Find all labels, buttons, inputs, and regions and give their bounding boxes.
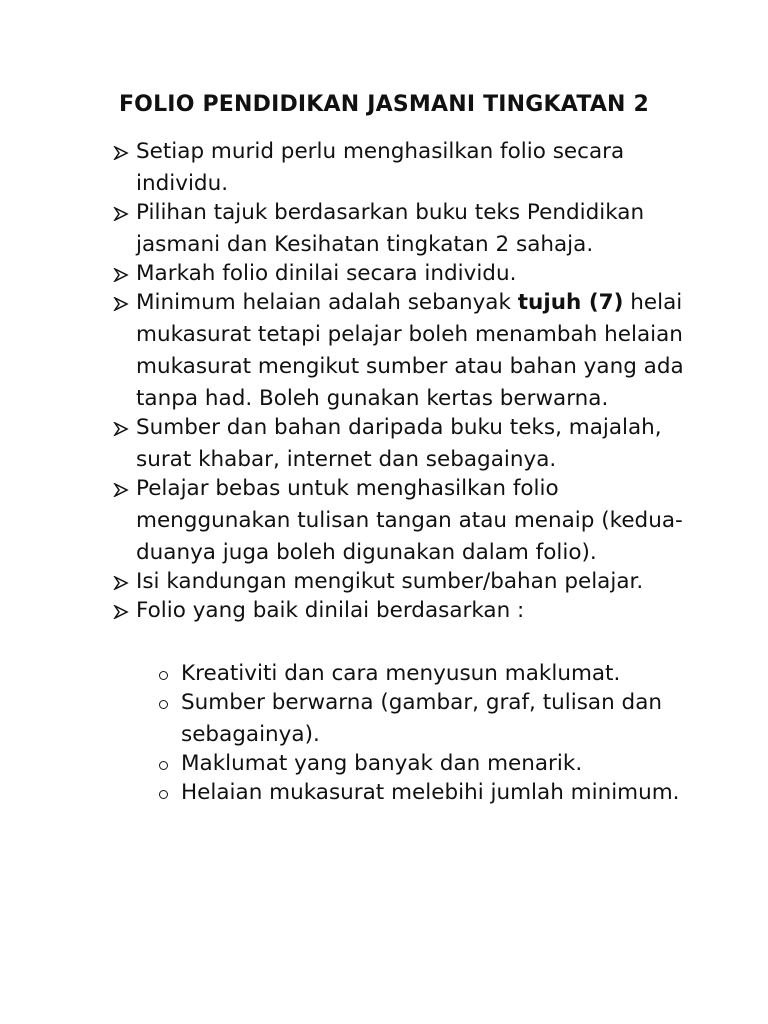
- circle-bullet-icon: [159, 700, 168, 709]
- bullet-text: [136, 290, 684, 411]
- sub-bullet-text: Maklumat yang banyak dan menarik.: [181, 751, 583, 776]
- arrow-bullet-icon: [113, 146, 129, 160]
- bullet-text: Isi kandungan mengikut sumber/bahan pelajar.: [136, 569, 644, 594]
- sub-bullet-text: Sumber berwarna (gambar, graf, tulisan dan sebagainya).: [181, 690, 663, 747]
- sub-bullet-item: [113, 748, 693, 780]
- arrow-bullet-icon: [113, 207, 129, 221]
- bullet-item: [113, 258, 693, 290]
- sub-bullet-item: [113, 687, 693, 751]
- bullet-text-bold: tujuh (7): [517, 290, 624, 315]
- bullet-item: [113, 566, 693, 598]
- bullet-item: [113, 473, 693, 569]
- bullet-item: [113, 595, 693, 627]
- circle-bullet-icon: [159, 790, 168, 799]
- bullet-text: Setiap murid perlu menghasilkan folio secara individu.: [136, 139, 625, 196]
- bullet-text: Pelajar bebas untuk menghasilkan folio menggunakan tulisan tangan atau menaip (kedua-duanya juga boleh digunakan dalam folio).: [136, 476, 683, 565]
- bullet-text: Sumber dan bahan daripada buku teks, majalah, surat khabar, internet dan sebagainya.: [136, 415, 662, 472]
- arrow-bullet-icon: [113, 268, 129, 282]
- arrow-bullet-icon: [113, 483, 129, 497]
- circle-bullet-icon: [159, 761, 168, 770]
- bullet-text: Markah folio dinilai secara individu.: [136, 261, 517, 286]
- arrow-bullet-icon: [113, 422, 129, 436]
- sub-bullet-text: Helaian mukasurat melebihi jumlah minimum.: [181, 780, 680, 805]
- circle-bullet-icon: [159, 671, 168, 680]
- spacer: [113, 624, 693, 658]
- bullet-item: [113, 412, 693, 476]
- sub-bullet-item: [113, 777, 693, 809]
- bullet-item: [113, 287, 693, 415]
- page-title: FOLIO PENDIDIKAN JASMANI TINGKATAN 2: [118, 92, 650, 117]
- bullet-text: Folio yang baik dinilai berdasarkan :: [136, 598, 525, 623]
- arrow-bullet-icon: [113, 576, 129, 590]
- bullet-item: [113, 197, 693, 261]
- arrow-bullet-icon: [113, 297, 129, 311]
- sub-bullet-item: [113, 658, 693, 690]
- arrow-bullet-icon: [113, 605, 129, 619]
- bullet-text-part: Minimum helaian adalah sebanyak: [136, 290, 518, 315]
- bullet-list: [113, 136, 693, 806]
- bullet-text-part: helai mukasurat tetapi pelajar boleh menambah helaian mukasurat mengikut sumber atau bahan yang ada tanpa had. Boleh gunakan kertas berwarna.: [136, 290, 684, 411]
- bullet-text: Pilihan tajuk berdasarkan buku teks Pendidikan jasmani dan Kesihatan tingkatan 2 sahaja.: [136, 200, 645, 257]
- sub-bullet-text: Kreativiti dan cara menyusun maklumat.: [181, 661, 621, 686]
- bullet-item: [113, 136, 693, 200]
